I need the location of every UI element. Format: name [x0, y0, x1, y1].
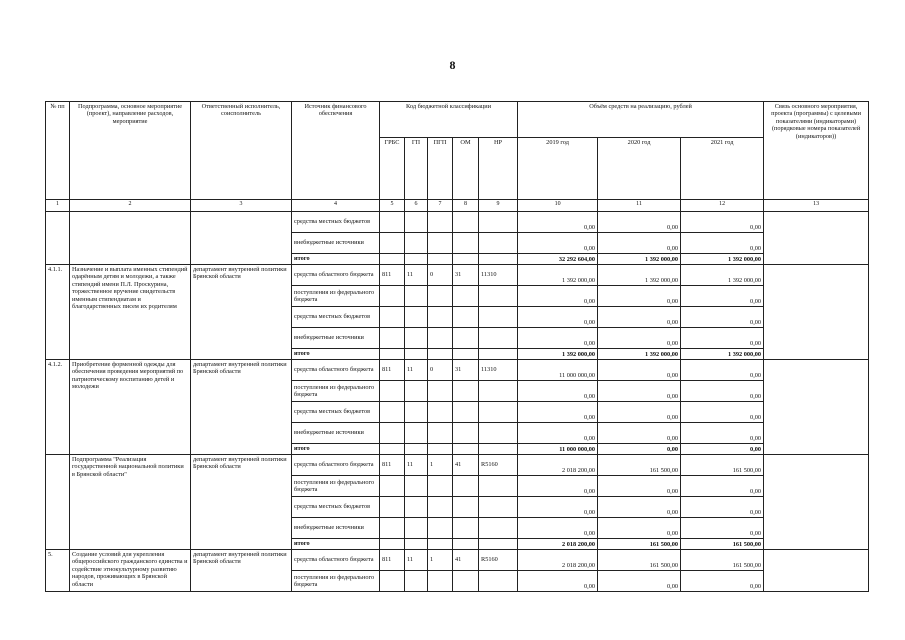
column-number: 12 [681, 200, 764, 212]
header-source: Источник финансового обеспечения [292, 102, 380, 200]
value-2019: 1 392 000,00 [518, 265, 598, 286]
cell-code-grbs: 811 [380, 360, 405, 381]
value-2019: 0,00 [518, 233, 598, 254]
value-2021: 0,00 [681, 328, 764, 349]
cell-source: внебюджетные источники [292, 328, 380, 349]
cell-code-np: R5160 [479, 550, 518, 571]
value-2021: 0,00 [681, 571, 764, 592]
value-2021: 1 392 000,00 [681, 254, 764, 265]
value-2019: 0,00 [518, 476, 598, 497]
cell-source: средства местных бюджетов [292, 307, 380, 328]
cell-code [453, 423, 479, 444]
cell-code-om: 41 [453, 550, 479, 571]
value-2021: 0,00 [681, 360, 764, 381]
table-row [46, 360, 869, 381]
cell-code-om: 41 [453, 455, 479, 476]
value-2019: 0,00 [518, 571, 598, 592]
value-2021: 161 500,00 [681, 550, 764, 571]
cell-code [479, 307, 518, 328]
cell-responsible: департамент внутренней политики Брянской области [191, 455, 292, 550]
value-2020: 0,00 [598, 328, 681, 349]
cell-code [428, 307, 453, 328]
cell-code [428, 381, 453, 402]
cell-responsible: департамент внутренней политики Брянской области [191, 360, 292, 455]
table-row [46, 550, 869, 571]
cell-code [428, 497, 453, 518]
value-2021: 1 392 000,00 [681, 265, 764, 286]
header-responsible: Ответственный исполнитель, соисполнитель [191, 102, 292, 200]
header-kbk: Код бюджетной классификации [380, 102, 518, 138]
value-2019: 0,00 [518, 286, 598, 307]
value-2020: 0,00 [598, 423, 681, 444]
cell-code-om: 31 [453, 265, 479, 286]
value-2020: 161 500,00 [598, 455, 681, 476]
column-number: 6 [405, 200, 428, 212]
cell-source: поступления из федерального бюджета [292, 571, 380, 592]
value-2019: 0,00 [518, 518, 598, 539]
value-2021: 0,00 [681, 476, 764, 497]
column-number: 4 [292, 200, 380, 212]
cell-code [380, 307, 405, 328]
value-2020: 0,00 [598, 497, 681, 518]
value-2019: 0,00 [518, 307, 598, 328]
header-grbs: ГРБС [380, 138, 405, 200]
value-2021: 0,00 [681, 233, 764, 254]
cell-code [479, 444, 518, 455]
cell-code [380, 518, 405, 539]
table-row [46, 212, 869, 233]
column-number-row [46, 200, 869, 212]
value-2019: 11 000 000,00 [518, 444, 598, 455]
cell-code [405, 381, 428, 402]
value-2021: 0,00 [681, 307, 764, 328]
value-2020: 0,00 [598, 381, 681, 402]
cell-source: итого [292, 539, 380, 550]
value-2019: 11 000 000,00 [518, 360, 598, 381]
value-2021: 0,00 [681, 381, 764, 402]
value-2019: 0,00 [518, 328, 598, 349]
cell-code [380, 328, 405, 349]
cell-code [405, 497, 428, 518]
column-number: 1 [46, 200, 70, 212]
cell-code [380, 381, 405, 402]
cell-source: итого [292, 254, 380, 265]
cell-code [428, 286, 453, 307]
cell-code-grbs: 811 [380, 455, 405, 476]
cell-code [428, 423, 453, 444]
value-2021: 0,00 [681, 286, 764, 307]
value-2020: 0,00 [598, 307, 681, 328]
header-gp: ГП [405, 138, 428, 200]
cell-code [479, 518, 518, 539]
cell-code [380, 444, 405, 455]
value-2019: 2 018 200,00 [518, 539, 598, 550]
cell-code [405, 328, 428, 349]
header-link: Связь основного мероприятия, проекта (программы) с целевыми показателями (индикаторами) (порядковые номера показателей (индикаторов)) [764, 102, 869, 200]
cell-code [453, 518, 479, 539]
cell-code [428, 518, 453, 539]
cell-code [453, 497, 479, 518]
header-row [46, 102, 869, 138]
value-2021: 0,00 [681, 423, 764, 444]
cell-code [453, 307, 479, 328]
header-volume: Объём средств на реализацию, рублей [518, 102, 764, 138]
cell-code [405, 539, 428, 550]
cell-code-pgp: 1 [428, 455, 453, 476]
value-2021: 0,00 [681, 402, 764, 423]
value-2020: 161 500,00 [598, 550, 681, 571]
value-2019: 0,00 [518, 423, 598, 444]
column-number: 10 [518, 200, 598, 212]
cell-code [405, 212, 428, 233]
cell-source: внебюджетные источники [292, 423, 380, 444]
cell-code [479, 286, 518, 307]
table-row [46, 455, 869, 476]
value-2020: 161 500,00 [598, 539, 681, 550]
cell-source: поступления из федерального бюджета [292, 286, 380, 307]
value-2021: 0,00 [681, 444, 764, 455]
cell-code-gp: 11 [405, 550, 428, 571]
column-number: 3 [191, 200, 292, 212]
cell-code [405, 402, 428, 423]
cell-name: Приобретение форменной одежды для обеспечения проведения мероприятий по патриотическому воспитанию детей и молодежи [70, 360, 191, 455]
value-2020: 0,00 [598, 571, 681, 592]
cell-code [380, 349, 405, 360]
value-2019: 32 292 604,00 [518, 254, 598, 265]
cell-code [405, 476, 428, 497]
cell-code [405, 423, 428, 444]
cell-code [380, 286, 405, 307]
value-2020: 0,00 [598, 518, 681, 539]
cell-name [70, 212, 191, 265]
value-2020: 0,00 [598, 360, 681, 381]
value-2021: 161 500,00 [681, 455, 764, 476]
cell-source: внебюджетные источники [292, 518, 380, 539]
cell-code [479, 476, 518, 497]
cell-code-np: R5160 [479, 455, 518, 476]
cell-code [453, 571, 479, 592]
cell-code [453, 212, 479, 233]
cell-link [764, 265, 869, 360]
cell-no [46, 455, 70, 550]
value-2020: 1 392 000,00 [598, 265, 681, 286]
cell-code-grbs: 811 [380, 265, 405, 286]
cell-code-gp: 11 [405, 265, 428, 286]
cell-source: средства областного бюджета [292, 455, 380, 476]
value-2019: 0,00 [518, 381, 598, 402]
cell-code-pgp: 0 [428, 265, 453, 286]
value-2020: 0,00 [598, 212, 681, 233]
cell-source: поступления из федерального бюджета [292, 476, 380, 497]
cell-code [479, 402, 518, 423]
cell-link [764, 212, 869, 265]
cell-code [453, 254, 479, 265]
cell-source: средства местных бюджетов [292, 402, 380, 423]
budget-table-body [46, 102, 869, 592]
column-number: 2 [70, 200, 191, 212]
cell-code [405, 254, 428, 265]
cell-code [428, 444, 453, 455]
value-2019: 1 392 000,00 [518, 349, 598, 360]
cell-source: средства областного бюджета [292, 360, 380, 381]
cell-code [479, 212, 518, 233]
value-2021: 0,00 [681, 212, 764, 233]
cell-code [453, 381, 479, 402]
value-2019: 0,00 [518, 402, 598, 423]
header-om: ОМ [453, 138, 479, 200]
value-2020: 1 392 000,00 [598, 254, 681, 265]
cell-code [380, 497, 405, 518]
cell-code-gp: 11 [405, 455, 428, 476]
cell-responsible [191, 212, 292, 265]
header-np: НР [479, 138, 518, 200]
cell-source: поступления из федерального бюджета [292, 381, 380, 402]
cell-code [453, 444, 479, 455]
cell-no: 4.1.1. [46, 265, 70, 360]
column-number: 9 [479, 200, 518, 212]
cell-code-grbs: 811 [380, 550, 405, 571]
page-number: 8 [449, 58, 456, 72]
cell-code [453, 539, 479, 550]
value-2020: 0,00 [598, 476, 681, 497]
cell-code [380, 476, 405, 497]
cell-code [479, 381, 518, 402]
cell-code [380, 254, 405, 265]
header-name: Подпрограмма, основное мероприятие (проект), направление расходов, мероприятие [70, 102, 191, 200]
column-number: 8 [453, 200, 479, 212]
cell-code [479, 328, 518, 349]
cell-code [380, 402, 405, 423]
cell-code [405, 349, 428, 360]
value-2019: 0,00 [518, 497, 598, 518]
cell-link [764, 360, 869, 455]
cell-code [428, 349, 453, 360]
cell-code [453, 286, 479, 307]
cell-no: 4.1.2. [46, 360, 70, 455]
header-pgp: ПГП [428, 138, 453, 200]
cell-code [380, 571, 405, 592]
cell-name: Подпрограмма "Реализация государственной национальной политики в Брянской области" [70, 455, 191, 550]
column-number: 7 [428, 200, 453, 212]
cell-code [479, 233, 518, 254]
cell-code [428, 212, 453, 233]
cell-code-gp: 11 [405, 360, 428, 381]
header-2021: 2021 год [681, 138, 764, 200]
cell-code [405, 307, 428, 328]
cell-no: 5. [46, 550, 70, 592]
value-2021: 0,00 [681, 518, 764, 539]
value-2020: 0,00 [598, 402, 681, 423]
value-2021: 161 500,00 [681, 539, 764, 550]
cell-code [405, 444, 428, 455]
column-number: 5 [380, 200, 405, 212]
cell-code [380, 233, 405, 254]
cell-code [405, 518, 428, 539]
value-2019: 0,00 [518, 212, 598, 233]
value-2020: 0,00 [598, 444, 681, 455]
cell-code [428, 328, 453, 349]
cell-code [428, 539, 453, 550]
cell-name: Создание условий для укрепления общероссийского гражданского единства и содействие этнокультурному развитию народов, проживающих в Брянской области [70, 550, 191, 592]
cell-no [46, 212, 70, 265]
cell-code-pgp: 1 [428, 550, 453, 571]
header-no: № пп [46, 102, 70, 200]
value-2019: 2 018 200,00 [518, 455, 598, 476]
cell-code [428, 254, 453, 265]
cell-code [428, 571, 453, 592]
column-number: 11 [598, 200, 681, 212]
cell-source: внебюджетные источники [292, 233, 380, 254]
cell-code [428, 402, 453, 423]
cell-code [453, 328, 479, 349]
cell-code [479, 349, 518, 360]
cell-source: средства местных бюджетов [292, 212, 380, 233]
cell-code [479, 571, 518, 592]
value-2019: 2 018 200,00 [518, 550, 598, 571]
cell-code [453, 233, 479, 254]
cell-code [405, 233, 428, 254]
value-2021: 0,00 [681, 497, 764, 518]
cell-code-om: 31 [453, 360, 479, 381]
cell-code [405, 571, 428, 592]
cell-code [428, 476, 453, 497]
cell-responsible: департамент внутренней политики Брянской области [191, 550, 292, 592]
cell-code [453, 402, 479, 423]
cell-code [405, 286, 428, 307]
cell-code [479, 497, 518, 518]
cell-code [479, 423, 518, 444]
value-2020: 1 392 000,00 [598, 349, 681, 360]
cell-source: средства областного бюджета [292, 550, 380, 571]
cell-code-np: 11310 [479, 360, 518, 381]
budget-table [45, 101, 869, 592]
header-2019: 2019 год [518, 138, 598, 200]
cell-code [428, 233, 453, 254]
cell-source: итого [292, 444, 380, 455]
cell-code [380, 423, 405, 444]
cell-source: средства областного бюджета [292, 265, 380, 286]
cell-code [453, 349, 479, 360]
value-2020: 0,00 [598, 286, 681, 307]
column-number: 13 [764, 200, 869, 212]
cell-code [380, 212, 405, 233]
cell-source: средства местных бюджетов [292, 497, 380, 518]
value-2021: 1 392 000,00 [681, 349, 764, 360]
cell-code-np: 11310 [479, 265, 518, 286]
header-2020: 2020 год [598, 138, 681, 200]
cell-code [479, 254, 518, 265]
cell-source: итого [292, 349, 380, 360]
cell-name: Назначение и выплата именных стипендий одарённым детям и молодежи, а также стипендий имени П.Л. Проскурина, торжественное вручение свидетельств именным стипендиатам и благодарственных писем их родителям [70, 265, 191, 360]
cell-code-pgp: 0 [428, 360, 453, 381]
cell-code [479, 539, 518, 550]
value-2020: 0,00 [598, 233, 681, 254]
cell-code [453, 476, 479, 497]
cell-responsible: департамент внутренней политики Брянской области [191, 265, 292, 360]
cell-link [764, 550, 869, 592]
cell-code [380, 539, 405, 550]
table-row [46, 265, 869, 286]
cell-link [764, 455, 869, 550]
